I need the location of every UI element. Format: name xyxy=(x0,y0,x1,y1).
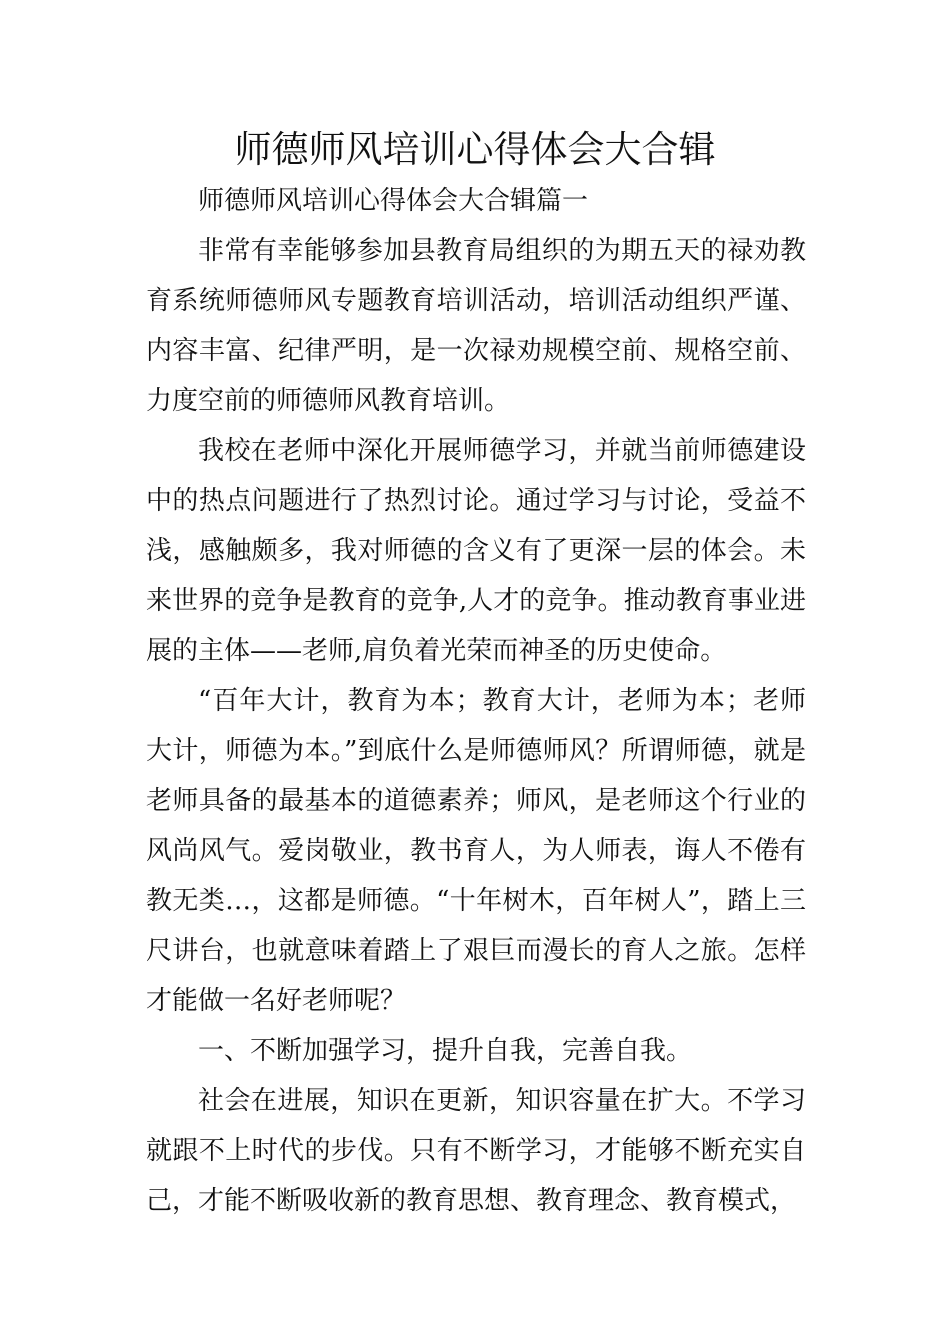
section-heading: 师德师风培训心得体会大合辑篇一 xyxy=(198,186,589,216)
paragraph: 我校在老师中深化开展师德学习，并就当前师德建设中的热点问题进行了热烈讨论。通过学习与讨论，受益不浅，感触颇多，我对师德的含义有了更深一层的体会。未来世界的竞争是教育的竞争,人才的竞争。推动教育事业进展的主体——老师,肩负着光荣而神圣的历史使命。 xyxy=(146,436,806,666)
paragraph: “百年大计，教育为本；教育大计，老师为本；老师大计，师德为本。”到底什么是师德师风？所谓师德，就是老师具备的最基本的道德素养；师风，是老师这个行业的风尚风气。爱岗敬业，教书育人，为人师表，诲人不倦有教无类…，这都是师德。“十年树木，百年树人”，踏上三尺讲台，也就意味着踏上了艰巨而漫长的育人之旅。怎样才能做一名好老师呢？ xyxy=(146,686,806,1016)
paragraph: 一、不断加强学习，提升自我，完善自我。 xyxy=(198,1036,693,1066)
paragraph: 社会在进展，知识在更新，知识容量在扩大。不学习就跟不上时代的步伐。只有不断学习，才能够不断充实自己，才能不断吸收新的教育思想、教育理念、教育模式， xyxy=(146,1086,806,1216)
paragraph: 非常有幸能够参加县教育局组织的为期五天的禄劝教育系统师德师风专题教育培训活动，培训活动组织严谨、内容丰富、纪律严明，是一次禄劝规模空前、规格空前、力度空前的师德师风教育培训。 xyxy=(146,236,806,416)
document-body xyxy=(146,176,806,1226)
document-title: 师德师风培训心得体会大合辑 xyxy=(234,128,716,171)
